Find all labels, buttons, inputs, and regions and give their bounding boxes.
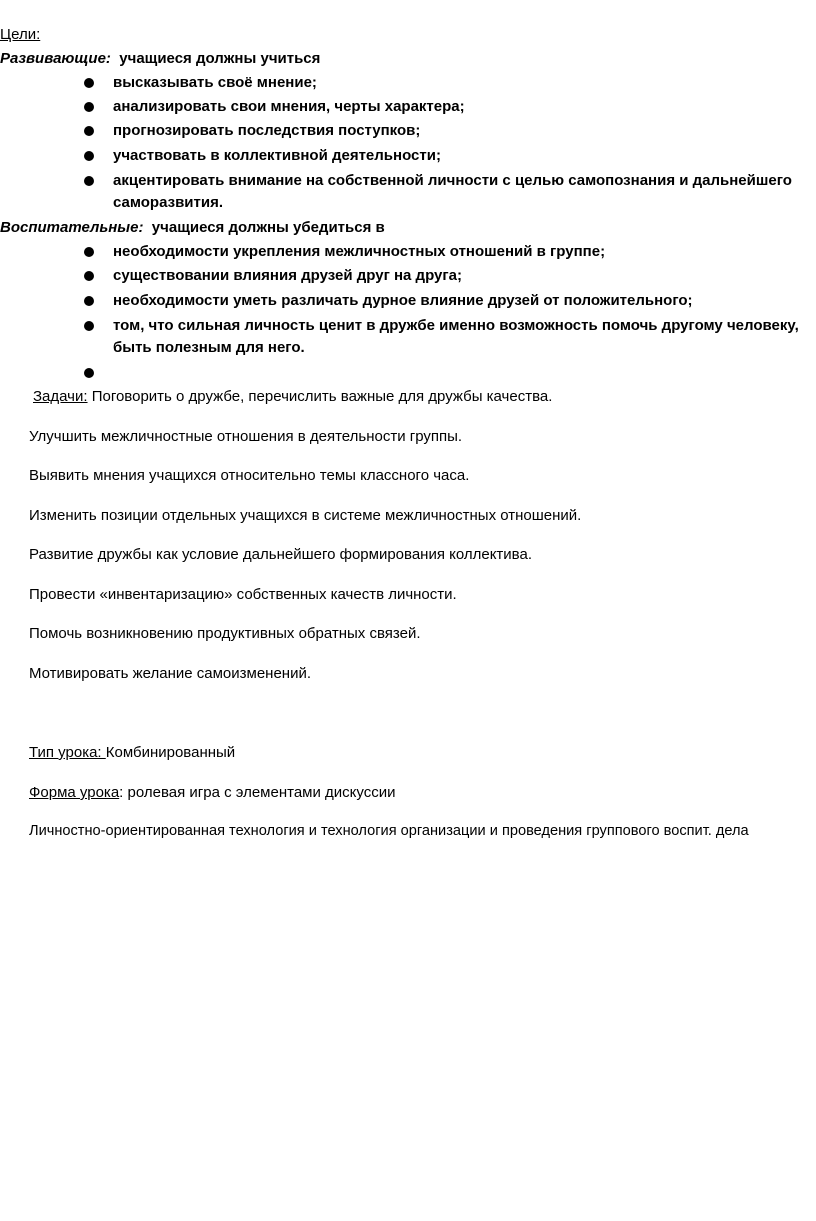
educational-label: Воспитательные: [0, 219, 144, 236]
educational-text: учащиеся должны убедиться в [151, 219, 385, 236]
task-item: Выявить мнения учащихся относительно темы классного часа. [29, 467, 470, 484]
technology-line: Личностно-ориентированная технология и технология организации и проведения группового воспит. дела [29, 823, 749, 839]
lesson-form-label: Форма урока [29, 784, 120, 801]
task-item: Развитие дружбы как условие дальнейшего формирования коллектива. [29, 546, 532, 563]
list-item-text: высказывать своё мнение; [113, 74, 317, 91]
goals-heading: Цели: [0, 26, 41, 43]
bullet-icon [84, 176, 94, 186]
bullet-icon [84, 296, 94, 306]
task-item: Изменить позиции отдельных учащихся в системе межличностных отношений. [29, 507, 582, 524]
task-item: Помочь возникновению продуктивных обратных связей. [29, 625, 421, 642]
list-item-text: необходимости уметь различать дурное влияние друзей от положительного; [113, 292, 693, 309]
developing-text: учащиеся должны учиться [119, 50, 321, 67]
list-item-text: анализировать свои мнения, черты характера; [113, 98, 465, 115]
bullet-icon [84, 151, 94, 161]
lesson-form-value: : ролевая игра с элементами дискуссии [119, 784, 396, 801]
task-item: Провести «инвентаризацию» собственных качеств личности. [29, 586, 457, 603]
bullet-icon [84, 126, 94, 136]
list-item-text: акцентировать внимание на собственной личности с целью самопознания и дальнейшего саморазвития. [113, 172, 792, 211]
developing-label: Развивающие: [0, 50, 111, 67]
bullet-icon [84, 78, 94, 88]
developing-goals-intro [0, 50, 320, 67]
list-item-text: прогнозировать последствия поступков; [113, 122, 421, 139]
lesson-type-label: Тип урока: [29, 744, 106, 761]
lesson-type-value: Комбинированный [105, 744, 236, 761]
bullet-icon [84, 271, 94, 281]
bullet-icon [84, 321, 94, 331]
bullet-icon [84, 368, 94, 378]
task-text: Поговорить о дружбе, перечислить важные для дружбы качества. [91, 388, 553, 405]
lesson-form-line [29, 784, 395, 801]
list-item-text: необходимости укрепления межличностных отношений в группе; [113, 243, 606, 260]
list-item-text: том, что сильная личность ценит в дружбе именно возможность помочь другому человеку, быть полезным для него. [113, 317, 799, 356]
list-item-text: существовании влияния друзей друг на друга; [113, 267, 462, 284]
list-item-text: участвовать в коллективной деятельности; [113, 147, 441, 164]
tasks-label: Задачи: [33, 388, 88, 405]
lesson-type-line [29, 744, 235, 761]
task-item: Мотивировать желание самоизменений. [29, 665, 312, 682]
bullet-icon [84, 102, 94, 112]
educational-goals-intro [0, 219, 385, 236]
tasks-first-line [33, 388, 552, 405]
bullet-icon [84, 247, 94, 257]
task-item: Улучшить межличностные отношения в деятельности группы. [29, 428, 463, 445]
